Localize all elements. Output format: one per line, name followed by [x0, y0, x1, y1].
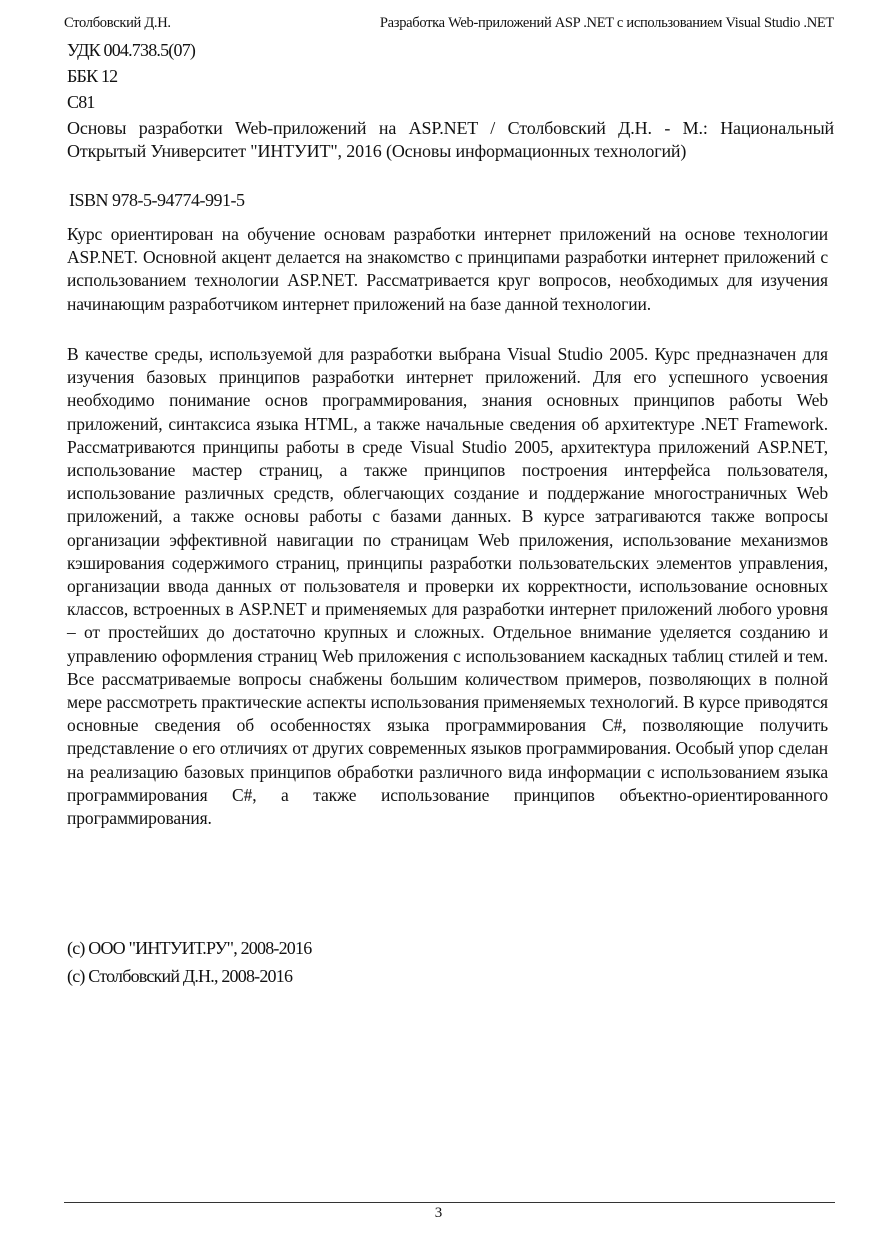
bibliographic-citation: Основы разработки Web-приложений на ASP.NET / Столбовский Д.Н. - М.: Национальный Открытый Университет "ИНТУИТ", 2016 (Основы информационных технологий) [67, 118, 834, 161]
copyright-publisher: (c) ООО "ИНТУИТ.РУ", 2008-2016 [67, 938, 312, 958]
author-mark: С81 [67, 92, 95, 112]
abstract-paragraph-1: Курс ориентирован на обучение основам разработки интернет приложений на основе технологии ASP.NET. Основной акцент делается на знакомство с принципами разработки интернет приложений с использованием технологии ASP.NET. Рассматривается круг вопросов, необходимых для изучения начинающим разработчиком интернет приложений на базе данной технологии. [67, 224, 828, 314]
copyright-author: (c) Столбовский Д.Н., 2008-2016 [67, 966, 293, 986]
udk-code: УДК 004.738.5(07) [67, 40, 196, 60]
isbn: ISBN 978-5-94774-991-5 [69, 190, 245, 210]
page-header [64, 15, 834, 35]
footer-divider [64, 1202, 835, 1203]
header-title: Разработка Web-приложений ASP .NET с использованием Visual Studio .NET [379, 15, 834, 31]
header-author: Столбовский Д.Н. [64, 15, 171, 31]
bbk-code: ББК 12 [67, 66, 118, 86]
page-number: 3 [434, 1205, 443, 1221]
abstract-paragraph-2: В качестве среды, используемой для разработки выбрана Visual Studio 2005. Курс предназначен для изучения базовых принципов разработки интернет приложений. Для его успешного усвоения необходимо понимание основ программирования, знания основных принципов работы Web приложений, синтаксиса языка HTML, а также начальные сведения об архитектуре .NET Framework. Рассматриваются принципы работы в среде Visual Studio 2005, архитектура приложений ASP.NET, использование мастер страниц, а также принципов построения интерфейса пользователя, использование различных средств, облегчающих создание и поддержание многостраничных Web приложений, а также основы работы с базами данных. В курсе затрагиваются также вопросы организации эффективной навигации по страницам Web приложения, использование механизмов кэширования содержимого страниц, принципы разработки пользовательских элементов управления, организации ввода данных от пользователя и проверки их корректности, использование основных классов, встроенных в ASP.NET и применяемых для разработки интернет приложений любого уровня – от простейших до достаточно крупных и сложных. Отдельное внимание уделяется созданию и управлению оформления страниц Web приложения с использованием каскадных таблиц стилей и тем. Все рассматриваемые вопросы снабжены большим количеством примеров, позволяющих в полной мере рассмотреть практические аспекты использования применяемых технологий. В курсе приводятся основные сведения об особенностях языка программирования C#, позволяющие получить представление о его отличиях от других современных языков программирования. Особый упор сделан на реализацию базовых принципов обработки различного вида информации с использованием языка программирования C#, а также использование принципов объектно-ориентированного программирования. [67, 344, 828, 829]
